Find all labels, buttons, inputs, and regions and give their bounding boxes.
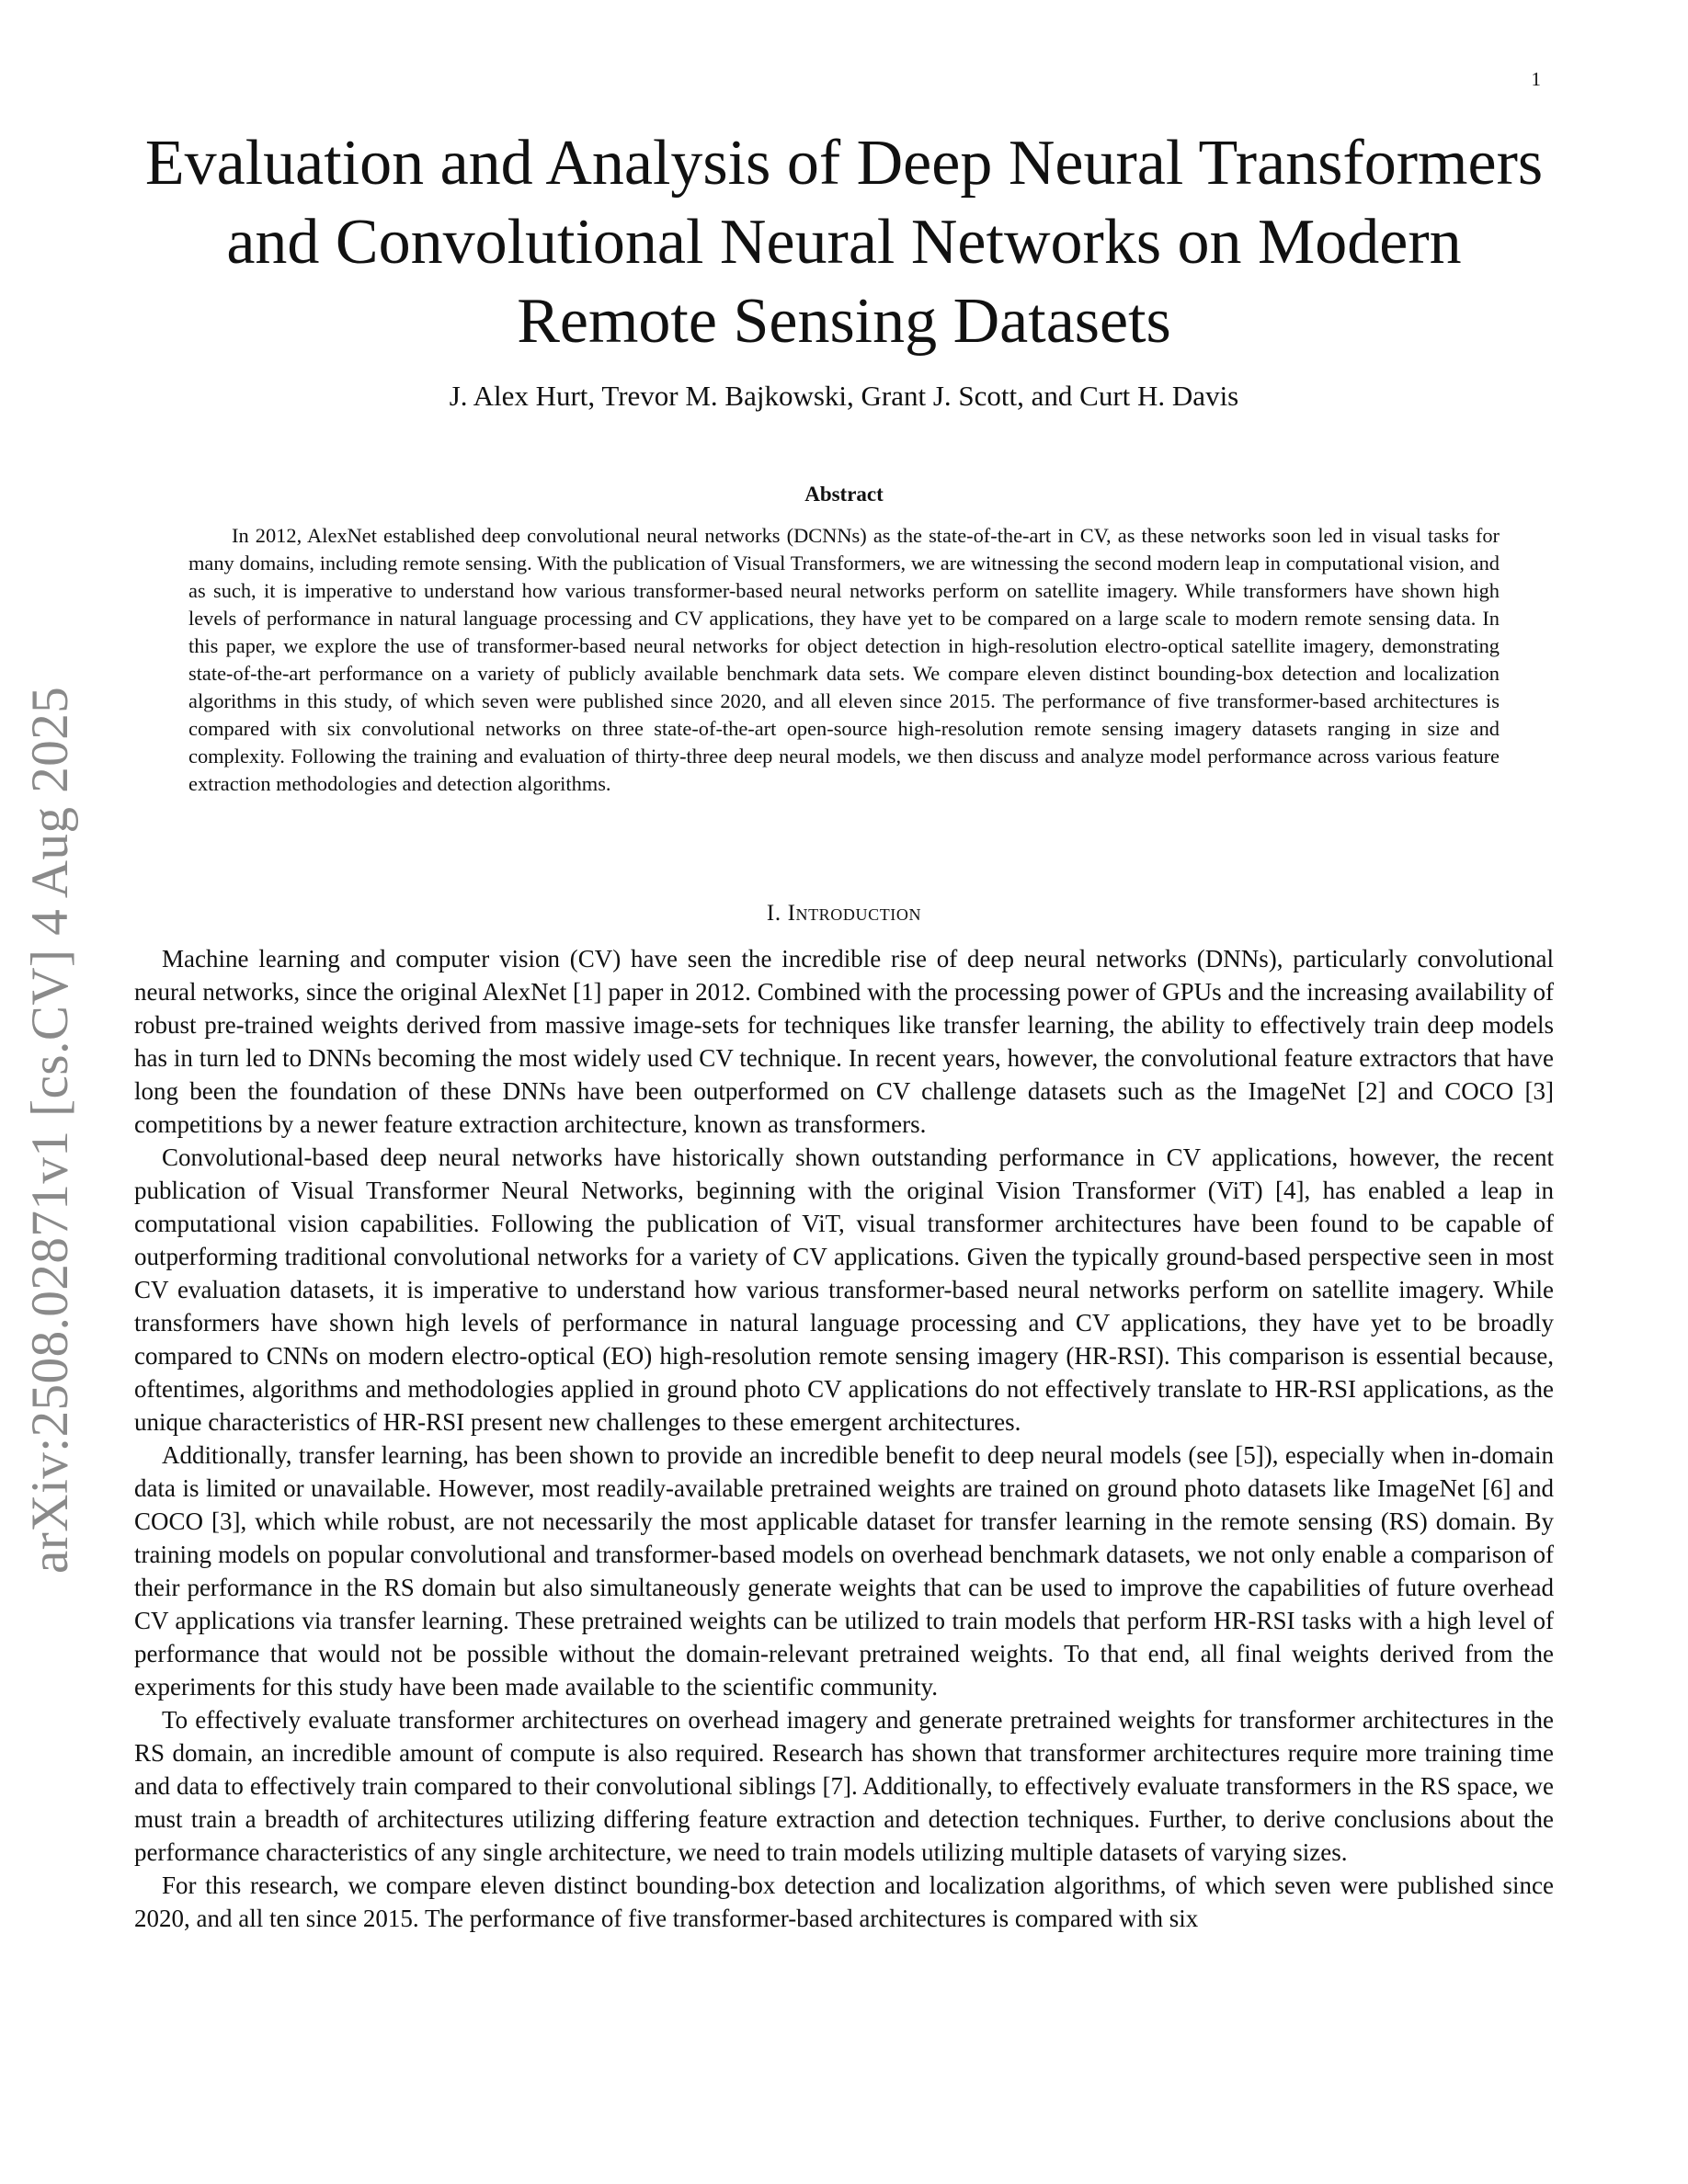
page-number: 1 — [1531, 68, 1541, 90]
intro-paragraph-4: To effectively evaluate transformer architectures on overhead imagery and generate pretrained weights for transformer architectures in the RS domain, an incredible amount of compute is also required. Research has shown that transformer architectures require more training time and data to effectively train compared to their convolutional siblings [7]. Additionally, to effectively evaluate transformers in the RS space, we must train a breadth of architectures utilizing differing feature extraction and detection techniques. Further, to derive conclusions about the performance characteristics of any single architecture, we need to train models utilizing multiple datasets of varying sizes. — [134, 1706, 1554, 1866]
intro-paragraph-3: Additionally, transfer learning, has been shown to provide an incredible benefit to deep neural models (see [5]), especially when in-domain data is limited or unavailable. However, most readily-available pretrained weights are trained on ground photo datasets like ImageNet [6] and COCO [3], which while robust, are not necessarily the most applicable dataset for transfer learning in the remote sensing (RS) domain. By training models on popular convolutional and transformer-based models on overhead benchmark datasets, we not only enable a comparison of their performance in the RS domain but also simultaneously generate weights that can be used to improve the capabilities of future overhead CV applications via transfer learning. These pretrained weights can be utilized to train models that perform HR-RSI tasks with a high level of performance that would not be possible without the domain-relevant pretrained weights. To that end, all final weights derived from the experiments for this study have been made available to the scientific community. — [134, 1441, 1554, 1701]
abstract-heading: Abstract — [804, 483, 884, 506]
arxiv-identifier: arXiv:2508.02871v1 [cs.CV] 4 Aug 2025 — [21, 686, 79, 1574]
intro-paragraph-2: Convolutional-based deep neural networks have historically shown outstanding performance in CV applications, however, the recent publication of Visual Transformer Neural Networks, beginning with the original Vision Transformer (ViT) [4], has enabled a leap in computational vision capabilities. Following the publication of ViT, visual transformer architectures have been found to be capable of outperforming traditional convolutional networks for a variety of CV applications. Given the typically ground-based perspective seen in most CV evaluation datasets, it is imperative to understand how various transformer-based neural networks perform on satellite imagery. While transformers have shown high levels of performance in natural language processing and CV applications, they have yet to be broadly compared to CNNs on modern electro-optical (EO) high-resolution remote sensing imagery (HR-RSI). This comparison is essential because, oftentimes, algorithms and methodologies applied in ground photo CV applications do not effectively translate to HR-RSI applications, as the unique characteristics of HR-RSI present new challenges to these emergent architectures. — [134, 1143, 1554, 1436]
intro-paragraph-1: Machine learning and computer vision (CV) have seen the incredible rise of deep neural networks (DNNs), particularly convolutional neural networks, since the original AlexNet [1] paper in 2012. Combined with the processing power of GPUs and the increasing availability of robust pre-trained weights derived from massive image-sets for techniques like transfer learning, the ability to effectively train deep models has in turn led to DNNs becoming the most widely used CV technique. In recent years, however, the convolutional feature extractors that have long been the foundation of these DNNs have been outperformed on CV challenge datasets such as the ImageNet [2] and COCO [3] competitions by a newer feature extraction architecture, known as transformers. — [134, 945, 1554, 1138]
abstract-text: In 2012, AlexNet established deep convolutional neural networks (DCNNs) as the state-of-the-art in CV, as these networks soon led in visual tasks for many domains, including remote sensing. With the publication of Visual Transformers, we are witnessing the second modern leap in computational vision, and as such, it is imperative to understand how various transformer-based neural networks perform on satellite imagery. While transformers have shown high levels of performance in natural language processing and CV applications, they have yet to be compared on a large scale to modern remote sensing data. In this paper, we explore the use of transformer-based neural networks for object detection in high-resolution electro-optical satellite imagery, demonstrating state-of-the-art performance on a variety of publicly available benchmark data sets. We compare eleven distinct bounding-box detection and localization algorithms in this study, of which seven were published since 2020, and all eleven since 2015. The performance of five transformer-based architectures is compared with six convolutional networks on three state-of-the-art open-source high-resolution remote sensing imagery datasets ranging in size and complexity. Following the training and evaluation of thirty-three deep neural models, we then discuss and analyze model performance across various feature extraction methodologies and detection algorithms. — [188, 524, 1500, 795]
paper-title: Evaluation and Analysis of Deep Neural Transformers and Convolutional Neural Networks on Modern Remote Sensing Datasets — [144, 128, 1544, 357]
introduction-body — [134, 942, 1554, 1935]
intro-paragraph-5: For this research, we compare eleven distinct bounding-box detection and localization algorithms, of which seven were published since 2020, and all ten since 2015. The performance of five transformer-based architectures is compared with six — [134, 1871, 1554, 1932]
section-number: I. — [766, 901, 781, 926]
section-heading — [129, 901, 1559, 927]
author-list: J. Alex Hurt, Trevor M. Bajkowski, Grant J. Scott, and Curt H. Davis — [449, 380, 1239, 412]
section-title: Introduction — [787, 901, 922, 926]
